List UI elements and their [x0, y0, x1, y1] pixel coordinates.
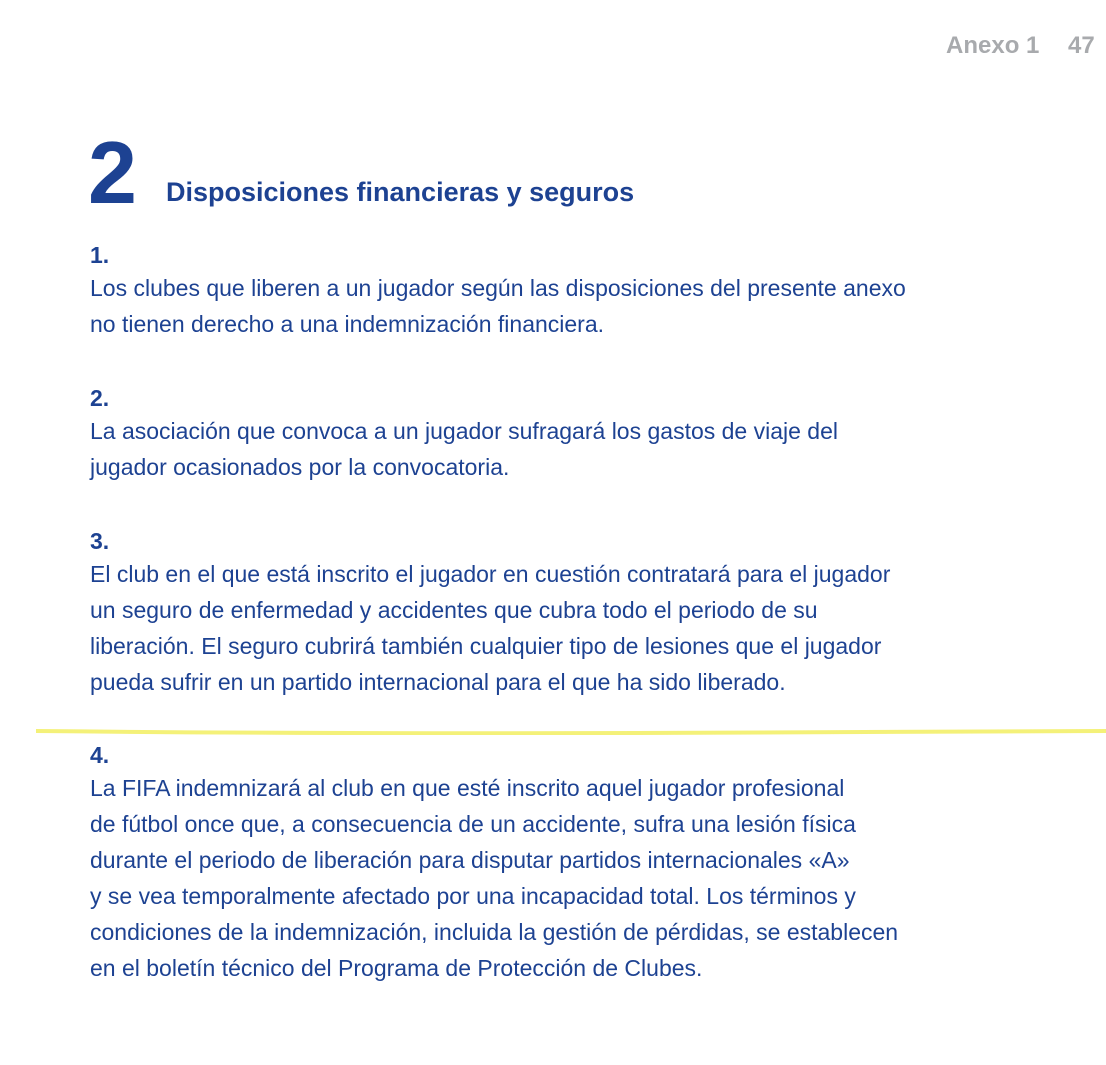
text-line: El club en el que está inscrito el jugador en cuestión contratará para el jugador	[90, 561, 891, 587]
text-line: no tienen derecho a una indemnización financiera.	[90, 311, 605, 337]
annex-label: Anexo 1	[946, 32, 1040, 59]
clause-3	[90, 526, 1030, 700]
clause-number: 3.	[90, 528, 110, 554]
section-title: Disposiciones financieras y seguros	[166, 177, 635, 207]
clause-1	[90, 240, 1030, 342]
text-line: durante el periodo de liberación para disputar partidos internacionales «A»	[90, 847, 850, 873]
text-line: La asociación que convoca a un jugador sufragará los gastos de viaje del	[90, 418, 838, 444]
text-line: condiciones de la indemnización, incluida la gestión de pérdidas, se establecen	[90, 919, 899, 945]
text-line: liberación. El seguro cubrirá también cualquier tipo de lesiones que el jugador	[90, 633, 882, 659]
clause-4	[90, 740, 1030, 986]
clause-number: 2.	[90, 385, 110, 411]
clause-text	[90, 270, 1030, 342]
text-line: Los clubes que liberen a un jugador según las disposiciones del presente anexo	[90, 275, 906, 301]
highlight-stroke	[36, 731, 1106, 733]
page-number: 47	[1068, 32, 1095, 59]
text-line: pueda sufrir en un partido internacional para el que ha sido liberado.	[90, 669, 786, 695]
clause-number: 4.	[90, 742, 110, 768]
clause-2	[90, 383, 1030, 485]
text-line: jugador ocasionados por la convocatoria.	[90, 454, 510, 480]
highlight-mark	[36, 729, 1106, 735]
section-number: 2	[88, 123, 135, 222]
text-line: un seguro de enfermedad y accidentes que cubra todo el periodo de su	[90, 597, 818, 623]
clause-text	[90, 770, 1030, 986]
clause-text	[90, 556, 1030, 700]
clause-number: 1.	[90, 242, 110, 268]
text-line: La FIFA indemnizará al club en que esté inscrito aquel jugador profesional	[90, 775, 845, 801]
clause-text	[90, 413, 1030, 485]
text-line: en el boletín técnico del Programa de Protección de Clubes.	[90, 955, 703, 981]
text-line: de fútbol once que, a consecuencia de un accidente, sufra una lesión física	[90, 811, 856, 837]
page-header	[946, 32, 1106, 64]
text-line: y se vea temporalmente afectado por una incapacidad total. Los términos y	[90, 883, 856, 909]
